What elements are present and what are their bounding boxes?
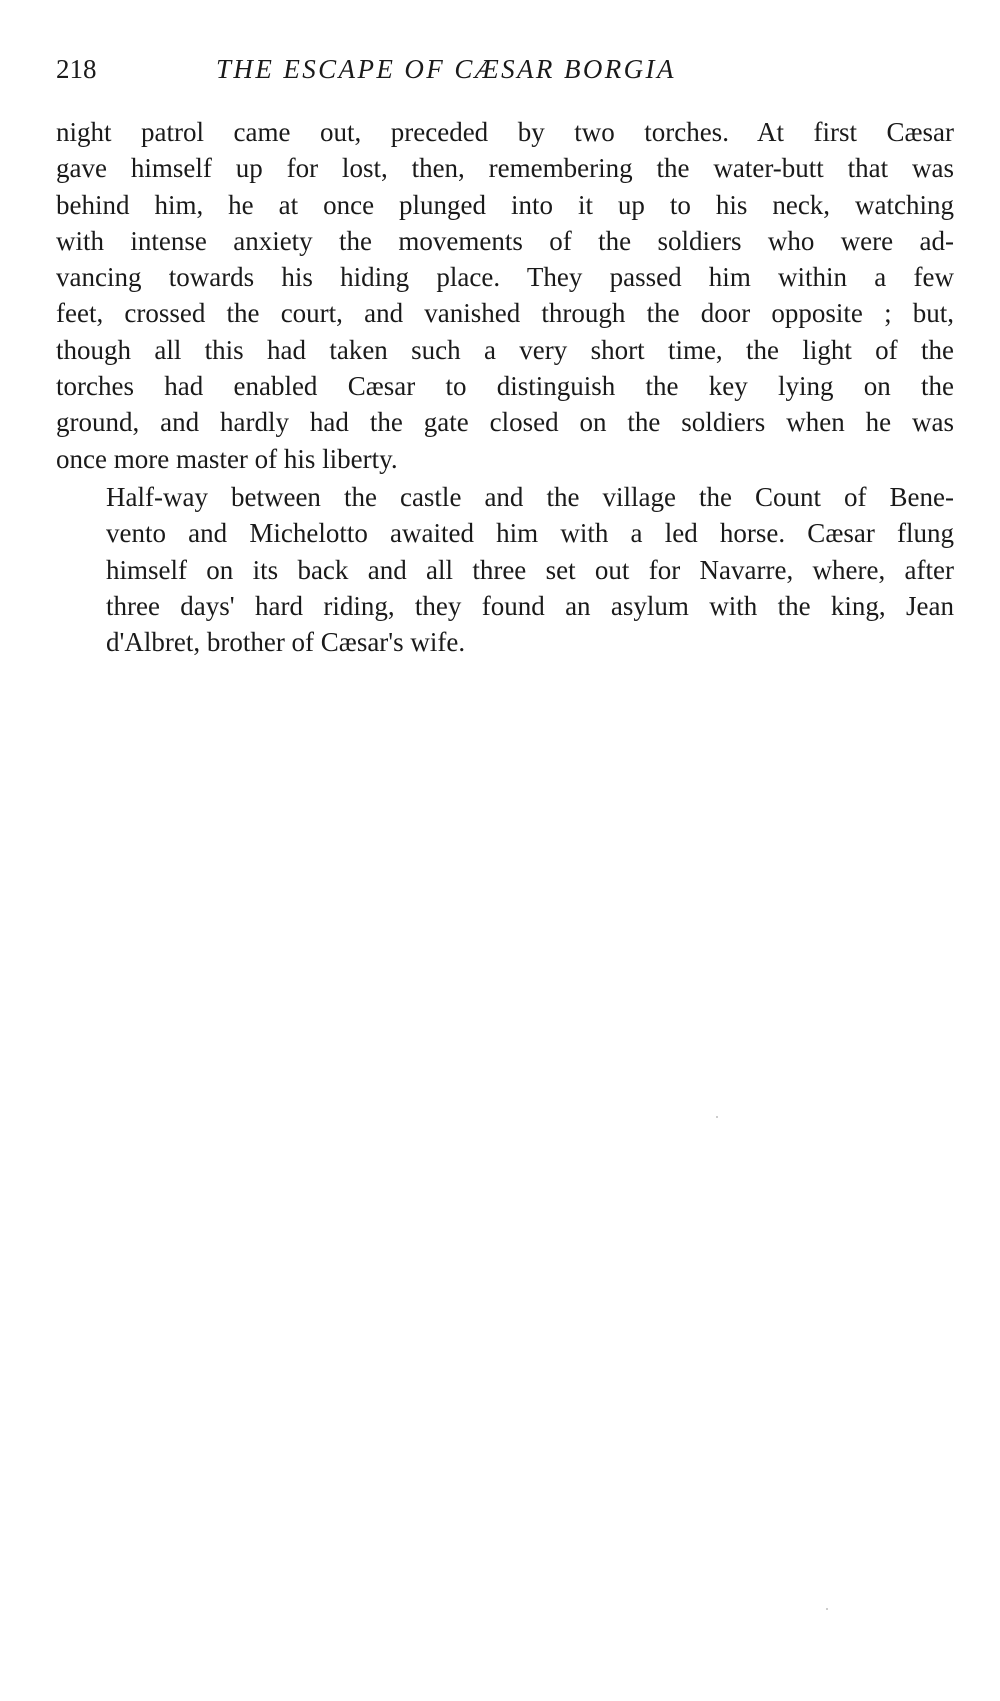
text-line: vento and Michelotto awaited him with a led horse. Cæsar flung: [106, 518, 954, 549]
book-page: [56, 48, 954, 660]
paper-speck: [716, 1116, 718, 1118]
text-line: torches had enabled Cæsar to distinguish the key lying on the: [56, 371, 954, 402]
paper-speck: [826, 1608, 828, 1610]
page-number: 218: [56, 54, 97, 84]
text-line: gave himself up for lost, then, remembering the water-butt that was: [56, 153, 954, 184]
text-line: vancing towards his hiding place. They passed him within a few: [56, 262, 954, 293]
paragraph-2: [56, 479, 954, 660]
body-text: [56, 114, 954, 660]
text-line: though all this had taken such a very short time, the light of the: [56, 334, 954, 365]
text-line: ground, and hardly had the gate closed on the soldiers when he was: [56, 407, 954, 438]
paragraph-1: [56, 114, 954, 477]
text-line: once more master of his liberty.: [56, 443, 398, 474]
text-line: three days' hard riding, they found an asylum with the king, Jean: [106, 590, 954, 621]
text-line: night patrol came out, preceded by two torches. At first Cæsar: [56, 117, 954, 147]
text-line: behind him, he at once plunged into it up to his neck, watching: [56, 189, 954, 220]
text-line: with intense anxiety the movements of the soldiers who were ad-: [56, 225, 954, 256]
text-line: Half-way between the castle and the village the Count of Bene-: [106, 481, 954, 512]
running-head: [56, 48, 954, 92]
text-line: d'Albret, brother of Cæsar's wife.: [106, 627, 466, 658]
text-line: himself on its back and all three set out for Navarre, where, after: [106, 554, 954, 585]
running-title: THE ESCAPE OF CÆSAR BORGIA: [216, 54, 676, 84]
text-line: feet, crossed the court, and vanished through the door opposite ; but,: [56, 298, 954, 329]
